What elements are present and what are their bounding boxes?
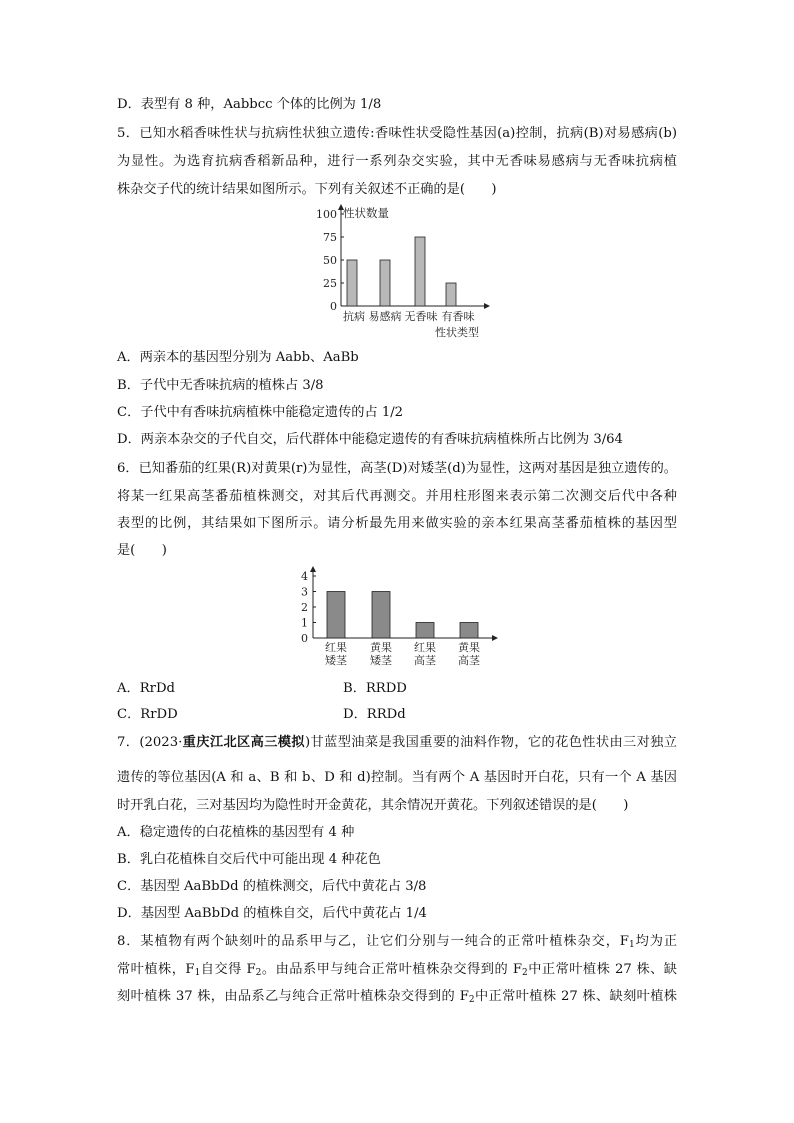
x-tick-label: 矮茎 [325, 654, 347, 667]
q8-text: 自交得 F [200, 962, 256, 977]
x-tick-label: 高茎 [414, 654, 436, 667]
y-tick-label: 100 [316, 208, 337, 221]
x-tick-label: 无香味 [404, 310, 438, 323]
q7-stem-prefix: 7．(2023· [117, 735, 183, 750]
q8-stem-line-3 [117, 990, 677, 1005]
x-axis-label: 性状类型 [435, 326, 479, 339]
x-tick-label: 抗病 [343, 310, 365, 323]
y-tick-label: 3 [301, 585, 308, 599]
q8-stem-line-2 [117, 963, 677, 978]
x-tick-label: 红果 [325, 641, 347, 654]
q6-stem-line-4: 是( ) [117, 543, 167, 558]
bar [460, 623, 478, 639]
x-tick-label: 易感病 [368, 310, 402, 323]
q6-stem-line-1: 6．已知番茄的红果(R)对黄果(r)为显性，高茎(D)对矮茎(d)为显性，这两对基因是独立遗传的。 [117, 461, 677, 476]
x-tick-label: 高茎 [458, 654, 480, 667]
q7-stem-rest: )甘蓝型油菜是我国重要的油料作物，它的花色性状由三对独立 [304, 735, 677, 750]
q6-option-a: A．RrDd [117, 681, 175, 696]
subscript: 2 [255, 968, 262, 978]
q6-option-c: C．RrDD [117, 707, 178, 722]
y-tick-label: 4 [301, 570, 308, 583]
q8-text: 常叶植株，F [117, 962, 195, 977]
q5-stem-line-2: 为显性。为选育抗病香稻新品种，进行一系列杂交实验，其中无香味易感病与无香味抗病植 [117, 154, 677, 169]
q4-option-d: D．表型有 8 种，Aabbcc 个体的比例为 1/8 [117, 97, 382, 112]
q6-option-b: B．RRDD [343, 681, 407, 696]
q8-text: 中正常叶植株 27 株、缺 [527, 962, 677, 977]
x-tick-label: 黄果 [370, 641, 392, 654]
y-tick-label: 25 [323, 277, 337, 290]
subscript: 1 [628, 940, 635, 950]
q5-option-c: C．子代中有香味抗病植株中能稳定遗传的占 1/2 [117, 405, 404, 420]
q8-text: 。由品系甲与纯合正常叶植株杂交得到的 F [261, 962, 522, 977]
y-tick-label: 50 [323, 254, 337, 267]
q7-option-a: A．稳定遗传的白花植株的基因型有 4 种 [117, 825, 355, 840]
q8-text: 8．某植物有两个缺刻叶的品系甲与乙，让它们分别与一纯合的正常叶植株杂交，F [117, 934, 629, 949]
bar [327, 592, 345, 639]
q5-stem-line-3: 株杂交子代的统计结果如图所示。下列有关叙述不正确的是( ) [117, 182, 497, 197]
q5-option-d: D．两亲本杂交的子代自交，后代群体中能稳定遗传的有香味抗病植株所占比例为 3/64 [117, 432, 623, 447]
y-tick-label: 1 [301, 616, 308, 630]
y-axis-arrow-icon [310, 566, 316, 572]
x-tick-label: 红果 [414, 641, 436, 654]
q8-text: 刻叶植株 37 株，由品系乙与纯合正常叶植株杂交得到的 F [117, 989, 469, 1004]
q8-stem-line-1 [117, 935, 677, 950]
q7-option-d: D．基因型 AaBbDd 的植株自交，后代中黄花占 1/4 [117, 906, 427, 921]
x-tick-label: 有香味 [441, 310, 475, 323]
q5-stem-line-1: 5．已知水稻香味性状与抗病性状独立遗传:香味性状受隐性基因(a)控制，抗病(B)对易感病(b) [117, 126, 677, 141]
q6-stem-line-3: 表型的比例，其结果如下图所示。请分析最先用来做实验的亲本红果高茎番茄植株的基因型 [117, 516, 677, 531]
q6-option-d: D．RRDd [343, 707, 406, 722]
q5-option-a: A．两亲本的基因型分别为 Aabb、AaBb [117, 350, 359, 365]
q8-text: 中正常叶植株 27 株、缺刻叶植株 [474, 989, 677, 1004]
y-tick-label: 2 [301, 601, 308, 614]
y-tick-label: 0 [330, 300, 337, 313]
bar [372, 592, 390, 639]
subscript: 1 [194, 968, 201, 978]
x-tick-label: 黄果 [458, 641, 480, 654]
q7-stem-line-3: 时开乳白花，三对基因均为隐性时开金黄花，其余情况开黄花。下列叙述错误的是( ) [117, 798, 629, 813]
q8-text: 均为正 [634, 934, 678, 949]
subscript: 2 [468, 995, 475, 1005]
q7-stem-line-1 [117, 736, 677, 749]
q7-option-b: B．乳白花植株自交后代中可能出现 4 种花色 [117, 852, 381, 867]
x-axis-arrow-icon [492, 635, 498, 641]
q7-stem-line-2: 遗传的等位基因(A 和 a、B 和 b、D 和 d)控制。当有两个 A 基因时开白花，只有一个 A 基因 [117, 770, 677, 785]
subscript: 2 [521, 968, 528, 978]
q7-option-c: C．基因型 AaBbDd 的植株测交，后代中黄花占 3/8 [117, 879, 427, 894]
x-tick-label: 矮茎 [370, 654, 392, 667]
bar [416, 623, 434, 639]
q7-source: 重庆江北区高三模拟 [182, 735, 305, 750]
q6-stem-line-2: 将某一红果高茎番茄植株测交，对其后代再测交。并用柱形图来表示第二次测交后代中各种 [117, 489, 677, 504]
y-tick-label: 75 [323, 231, 337, 244]
y-tick-label: 0 [301, 632, 308, 645]
y-axis-label: 性状数量 [343, 206, 389, 220]
q5-option-b: B．子代中无香味抗病的植株占 3/8 [117, 378, 324, 393]
